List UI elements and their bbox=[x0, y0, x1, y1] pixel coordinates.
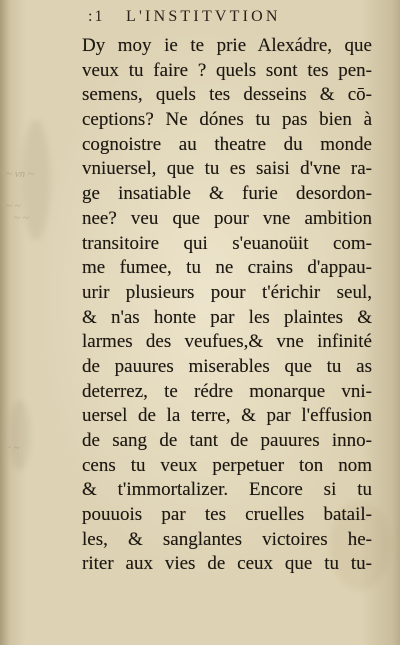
text-line: & n'as honte par les plaintes & bbox=[82, 306, 372, 328]
text-line: me fumee, tu ne crains d'appau- bbox=[82, 257, 372, 279]
text-line: urir plusieurs pour t'érichir seul, bbox=[82, 281, 372, 303]
paper-stain bbox=[10, 400, 30, 470]
text-line: transitoire qui s'euanoüit com- bbox=[82, 232, 372, 254]
text-line: ge insatiable & furie desordon- bbox=[82, 183, 372, 205]
text-line: Dy moy ie te prie Alexádre, que bbox=[82, 35, 372, 56]
show-through-mark: · ~ bbox=[8, 442, 20, 454]
body-text bbox=[82, 34, 372, 577]
text-line: veux tu faire ? quels sont tes pen- bbox=[82, 59, 372, 81]
text-line: deterrez, te rédre monarque vni- bbox=[82, 380, 372, 402]
text-line: & t'immortalizer. Encore si tu bbox=[82, 479, 372, 501]
show-through-mark: ~ vn ~ bbox=[6, 168, 34, 180]
text-line: ceptions? Ne dónes tu pas bien à bbox=[82, 109, 372, 131]
text-line: pouuois par tes cruelles batail- bbox=[82, 504, 372, 526]
show-through-mark: ~ ~ bbox=[6, 200, 21, 212]
show-through-mark: ~ ~ bbox=[14, 212, 29, 224]
text-line: vniuersel, que tu es saisi d'vne ra- bbox=[82, 158, 372, 180]
page-number: :1 bbox=[88, 8, 105, 25]
text-line: larmes des veufues,& vne infinité bbox=[82, 331, 372, 353]
text-line: uersel de la terre, & par l'effusion bbox=[82, 405, 372, 427]
text-line: les, & sanglantes victoires he- bbox=[82, 528, 372, 550]
running-head bbox=[88, 8, 368, 30]
text-line: de sang de tant de pauures inno- bbox=[82, 430, 372, 451]
text-line: semens, quels tes desseins & cō- bbox=[82, 84, 372, 106]
text-line: de pauures miserables que tu as bbox=[82, 355, 372, 377]
text-line: nee? veu que pour vne ambition bbox=[82, 207, 372, 229]
text-line: cens tu veux perpetuer ton nom bbox=[82, 454, 372, 476]
running-title: L'INSTITVTION bbox=[126, 8, 281, 25]
text-line: cognoistre au theatre du monde bbox=[82, 133, 372, 155]
text-line: riter aux vies de ceux que tu tu- bbox=[82, 553, 372, 575]
